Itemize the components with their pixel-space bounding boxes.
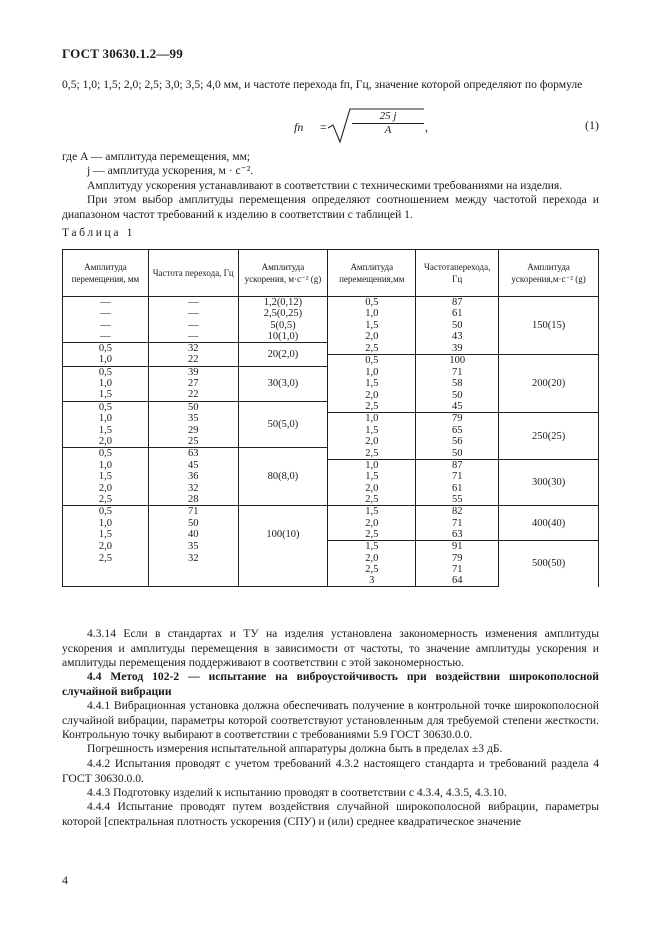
table-cell: 2,0 [63, 541, 149, 553]
table-cell [238, 564, 328, 575]
intro-paragraph: 0,5; 1,0; 1,5; 2,0; 2,5; 3,0; 3,5; 4,0 мм, и частоте перехода fп, Гц, значение которой определяют по формуле [62, 78, 583, 91]
table-cell: 22 [148, 354, 238, 366]
table-cell: 400(40) [499, 506, 599, 541]
table-cell: 500(50) [499, 541, 599, 587]
table-cell: 200(20) [499, 354, 599, 412]
table-cell: 2,5 [63, 494, 149, 506]
table-cell: 300(30) [499, 460, 599, 506]
table-cell: 50 [148, 401, 238, 413]
para-4-4-4: 4.4.4 Испытание проводят путем воздействия случайной широкополосной вибрации, параметры которой [спектральная плотность ускорения (СПУ) и (или) среднее квадратическое значение [62, 800, 599, 828]
table-cell: 10(1,0) [238, 331, 328, 343]
table-cell: 1,5 [328, 425, 416, 436]
table-cell: 50 [148, 518, 238, 529]
table-cell: 1,5 [63, 425, 149, 436]
table-cell: 1,5 [63, 471, 149, 482]
table-cell: 2,5 [328, 494, 416, 506]
table-cell: 50 [416, 448, 499, 460]
col-header: Частотаперехода, Гц [416, 250, 499, 297]
table-cell: 0,5 [63, 366, 149, 378]
table-cell: 25 [148, 436, 238, 448]
table-cell: — [63, 331, 149, 343]
table-cell: 32 [148, 343, 238, 355]
table-cell: 1,5 [328, 471, 416, 482]
table-cell: 35 [148, 541, 238, 553]
para-4-4-1-accuracy: Погрешность измерения испытательной аппаратуры должна быть в пределах ±3 дБ. [87, 742, 503, 755]
table-cell: 1,0 [63, 518, 149, 529]
table-cell: 2,0 [328, 553, 416, 564]
table-cell: 79 [416, 413, 499, 425]
table-cell: 1,5 [63, 389, 149, 401]
formula-lhs: fп [294, 120, 304, 134]
table-cell: 80(8,0) [238, 448, 328, 506]
table-cell: 0,5 [63, 401, 149, 413]
table-cell: 1,5 [328, 320, 416, 331]
table-body [63, 297, 599, 587]
table-cell: 1,0 [63, 413, 149, 425]
table-cell: — [63, 320, 149, 331]
table-cell [63, 564, 149, 575]
table-cell: 35 [148, 413, 238, 425]
table-cell: — [148, 297, 238, 309]
table-cell: 2,0 [63, 436, 149, 448]
para-4-4-1: 4.4.1 Вибрационная установка должна обеспечивать получение в контрольной точке широкополосной случайной вибрации, параметры которой соответствуют установленным для требуемой степени жесткости. Контрольную точку выбирают в соответствии с требованиями 5.9 ГОСТ 30630.0.0. [62, 699, 599, 741]
table-cell: 2,0 [328, 389, 416, 401]
table-cell: 91 [416, 541, 499, 553]
formula-numerator: 25 j [352, 110, 424, 124]
table-cell: 79 [416, 553, 499, 564]
table-cell: 1,5 [328, 541, 416, 553]
table-cell: 50 [416, 320, 499, 331]
table-cell: 56 [416, 436, 499, 448]
col-header: Амплитуда перемещения, мм [63, 250, 149, 297]
table-cell: 5(0,5) [238, 320, 328, 331]
acceleration-paragraph: Амплитуду ускорения устанавливают в соответствии с техническими требованиями на изделия. [87, 179, 563, 192]
formula-1 [62, 108, 599, 144]
table-cell: 87 [416, 460, 499, 472]
formula-equals: = [320, 120, 327, 134]
table-cell: 43 [416, 331, 499, 343]
col-header: Амплитуда ускорения, м·с⁻² (g) [238, 250, 328, 297]
table-cell: 1,0 [63, 460, 149, 472]
table-cell: 64 [416, 575, 499, 587]
table-cell: 1,2(0,12) [238, 297, 328, 309]
displacement-paragraph: При этом выбор амплитуды перемещения определяют соотношением между частотой перехода и диапазоном частот требований к изделию в соответствии с таблицей 1. [62, 193, 599, 221]
table-cell: 1,5 [63, 529, 149, 541]
table-cell: 3 [328, 575, 416, 587]
table-cell: 87 [416, 297, 499, 309]
table-cell: — [148, 331, 238, 343]
table-header-row [63, 250, 599, 297]
table-cell: 45 [416, 401, 499, 413]
table-cell: 71 [416, 564, 499, 575]
page-number: 4 [62, 873, 68, 887]
table-cell: 40 [148, 529, 238, 541]
table-cell: 22 [148, 389, 238, 401]
formula-fraction [352, 110, 424, 136]
table-cell: 0,5 [328, 297, 416, 309]
table-cell: 2,0 [328, 518, 416, 529]
table-cell: 82 [416, 506, 499, 518]
col-header: Амплитуда ускорения,м·с⁻² (g) [499, 250, 599, 297]
formula-denominator: A [384, 124, 392, 136]
table-cell: 2,5 [328, 401, 416, 413]
table-row [63, 506, 599, 518]
table-cell: 61 [416, 483, 499, 494]
table-cell: 71 [416, 471, 499, 482]
table-cell: 65 [416, 425, 499, 436]
table-cell: 27 [148, 378, 238, 389]
table-caption: Таблица 1 [62, 226, 135, 239]
table-row [63, 541, 599, 553]
table-cell: 36 [148, 471, 238, 482]
para-4-4-3: 4.4.3 Подготовку изделий к испытанию проводят в соответствии с 4.3.4, 4.3.5, 4.3.10. [87, 786, 507, 799]
table-cell [148, 575, 238, 587]
table-cell: 29 [148, 425, 238, 436]
table-row [63, 297, 599, 309]
table-cell: 20(2,0) [238, 343, 328, 367]
table-cell: 250(25) [499, 413, 599, 460]
table-cell: 39 [416, 343, 499, 355]
table-cell: 1,0 [328, 308, 416, 319]
formula-number: (1) [585, 118, 599, 132]
table-cell: 0,5 [328, 354, 416, 366]
table-cell: — [148, 320, 238, 331]
table-cell: 1,0 [328, 366, 416, 378]
table-cell: 1,0 [328, 413, 416, 425]
table-cell: 50 [416, 389, 499, 401]
table-cell: 71 [416, 366, 499, 378]
table-cell: 100(10) [238, 506, 328, 564]
table-cell: 2,0 [328, 331, 416, 343]
table-cell: 32 [148, 553, 238, 564]
table-cell: 71 [148, 506, 238, 518]
table-cell: — [63, 308, 149, 319]
table-cell: 0,5 [63, 506, 149, 518]
table-cell: 1,0 [328, 460, 416, 472]
table-cell: 30(3,0) [238, 366, 328, 401]
table-cell: 0,5 [63, 343, 149, 355]
table-cell: 1,5 [328, 378, 416, 389]
col-header: Амплитуда перемещения,мм [328, 250, 416, 297]
table-cell: 2,0 [328, 436, 416, 448]
table-cell: 39 [148, 366, 238, 378]
table-cell: 2,5 [328, 529, 416, 541]
table-cell: 45 [148, 460, 238, 472]
table-cell [63, 575, 149, 587]
document-header: ГОСТ 30630.1.2—99 [62, 46, 183, 61]
table-cell: 63 [148, 448, 238, 460]
table-1 [62, 249, 599, 587]
table-cell: 2,5(0,25) [238, 308, 328, 319]
where-acceleration: j — амплитуда ускорения, м · с⁻². [87, 164, 254, 177]
table-cell: 150(15) [499, 297, 599, 355]
table-cell: 1,0 [63, 354, 149, 366]
table-cell: 2,5 [328, 564, 416, 575]
table-cell: 100 [416, 354, 499, 366]
table-row [63, 413, 599, 425]
table-cell: 2,0 [328, 483, 416, 494]
table-cell: 63 [416, 529, 499, 541]
table-cell: 50(5,0) [238, 401, 328, 448]
table-cell: 0,5 [63, 448, 149, 460]
formula-comma: , [425, 120, 428, 134]
table-row [63, 460, 599, 472]
table-row [63, 354, 599, 366]
table-cell: 2,5 [328, 343, 416, 355]
table-cell: 2,5 [63, 553, 149, 564]
table-cell: 58 [416, 378, 499, 389]
table-cell: 32 [148, 483, 238, 494]
table-cell: — [148, 308, 238, 319]
para-4-3-14: 4.3.14 Если в стандартах и ТУ на изделия установлена закономерность изменения амплитуды ускорения и амплитуды перемещения в зависимости от частоты, то значение амплитуды ускорения и амплитуды перемещения поддерживают в соответствии с этой закономерностью. [62, 627, 599, 669]
section-4-4-title: 4.4 Метод 102-2 — испытание на виброустойчивость при воздействии широкополосной случайной вибрации [62, 670, 599, 698]
table-cell: — [63, 297, 149, 309]
table-cell: 1,0 [63, 378, 149, 389]
table-cell [238, 575, 328, 587]
table-cell: 1,5 [328, 506, 416, 518]
para-4-4-2: 4.4.2 Испытания проводят с учетом требований 4.3.2 настоящего стандарта и требований раздела 4 ГОСТ 30630.0.0. [62, 757, 599, 785]
table-cell: 28 [148, 494, 238, 506]
table-cell: 55 [416, 494, 499, 506]
table-cell: 2,5 [328, 448, 416, 460]
table-cell: 71 [416, 518, 499, 529]
table-cell [148, 564, 238, 575]
table-cell: 61 [416, 308, 499, 319]
where-amplitude: где A — амплитуда перемещения, мм; [62, 150, 251, 163]
table-cell: 2,0 [63, 483, 149, 494]
col-header: Частота перехода, Гц [148, 250, 238, 297]
